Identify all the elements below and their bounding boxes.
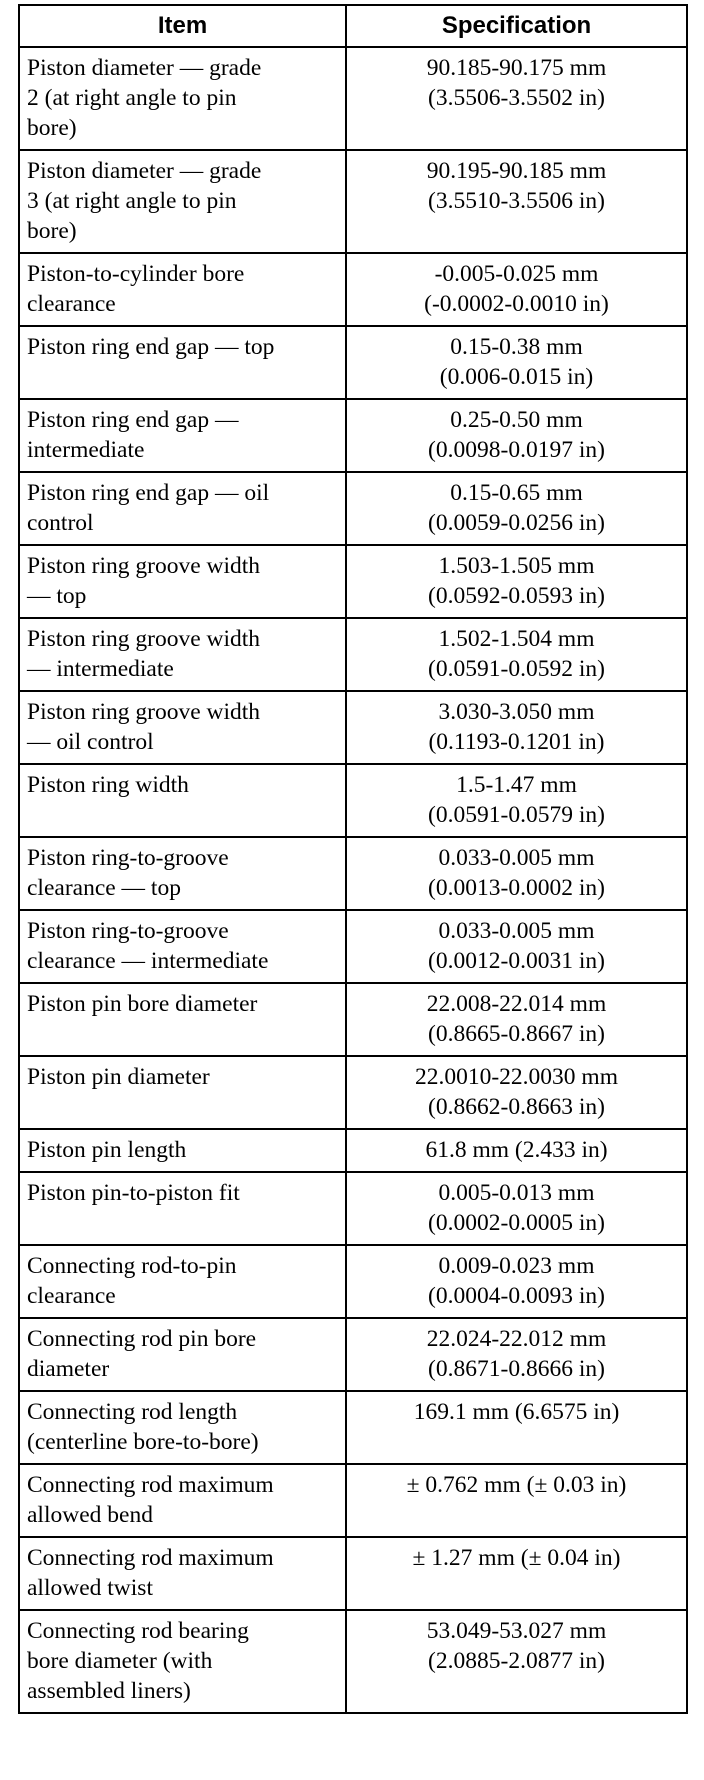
item-text: clearance — intermediate	[27, 948, 269, 974]
specification-cell	[346, 326, 687, 399]
item-cell	[19, 399, 346, 472]
specification-value: (0.0013-0.0002 in)	[428, 875, 605, 901]
table-row	[19, 618, 687, 691]
item-cell	[19, 983, 346, 1056]
specification-cell	[346, 983, 687, 1056]
specification-value: 22.008-22.014 mm	[426, 991, 607, 1017]
item-cell	[19, 691, 346, 764]
specification-value: 53.049-53.027 mm	[426, 1618, 607, 1644]
table-row	[19, 253, 687, 326]
item-text: Piston ring end gap —	[27, 407, 239, 433]
item-text: Piston-to-cylinder bore	[27, 261, 245, 287]
specification-cell	[346, 764, 687, 837]
item-cell	[19, 618, 346, 691]
item-text: bore)	[27, 115, 77, 141]
specification-value: 0.005-0.013 mm	[438, 1180, 595, 1206]
item-text: — top	[27, 583, 87, 609]
table-row	[19, 1537, 687, 1610]
specification-value: 0.15-0.65 mm	[450, 480, 583, 506]
table-row	[19, 47, 687, 150]
specification-value: 0.033-0.005 mm	[438, 845, 595, 871]
item-text: bore diameter (with	[27, 1648, 213, 1674]
item-text: control	[27, 510, 94, 536]
item-cell	[19, 1391, 346, 1464]
specification-cell	[346, 1391, 687, 1464]
item-cell	[19, 1129, 346, 1172]
table-row	[19, 150, 687, 253]
specification-value: (0.0591-0.0592 in)	[428, 656, 605, 682]
item-text: intermediate	[27, 437, 145, 463]
specification-value: 3.030-3.050 mm	[438, 699, 595, 725]
item-text: Piston ring groove width	[27, 553, 261, 579]
specification-cell	[346, 1129, 687, 1172]
item-text: bore)	[27, 218, 77, 244]
item-cell	[19, 837, 346, 910]
specification-value: (0.0592-0.0593 in)	[428, 583, 605, 609]
table-row	[19, 1056, 687, 1129]
item-cell	[19, 1610, 346, 1713]
item-text: clearance	[27, 291, 116, 317]
specification-value: 0.25-0.50 mm	[450, 407, 583, 433]
table-row	[19, 983, 687, 1056]
item-cell	[19, 1318, 346, 1391]
item-text: Piston ring groove width	[27, 699, 261, 725]
item-text: Piston ring end gap — top	[27, 334, 275, 360]
table-row	[19, 837, 687, 910]
specification-value: -0.005-0.025 mm	[434, 261, 599, 287]
specification-value: 90.195-90.185 mm	[426, 158, 607, 184]
specification-cell	[346, 1610, 687, 1713]
specification-value: (0.0591-0.0579 in)	[428, 802, 605, 828]
specification-value: (3.5510-3.5506 in)	[428, 188, 605, 214]
table-row	[19, 691, 687, 764]
specification-cell	[346, 545, 687, 618]
item-text: Piston pin bore diameter	[27, 991, 258, 1017]
table-row	[19, 764, 687, 837]
item-cell	[19, 326, 346, 399]
specification-cell	[346, 1172, 687, 1245]
item-text: Piston ring-to-groove	[27, 845, 229, 871]
table-row	[19, 472, 687, 545]
specification-value: 0.033-0.005 mm	[438, 918, 595, 944]
item-cell	[19, 764, 346, 837]
item-text: clearance	[27, 1283, 116, 1309]
table-row	[19, 1318, 687, 1391]
item-text: Connecting rod maximum	[27, 1545, 274, 1571]
specification-cell	[346, 472, 687, 545]
item-text: Connecting rod pin bore	[27, 1326, 257, 1352]
specification-value: (0.1193-0.1201 in)	[428, 729, 605, 755]
specification-value: (0.006-0.015 in)	[439, 364, 594, 390]
item-text: 3 (at right angle to pin	[27, 188, 237, 214]
item-cell	[19, 472, 346, 545]
specification-value: (0.0012-0.0031 in)	[428, 948, 605, 974]
specification-value: 22.0010-22.0030 mm	[414, 1064, 618, 1090]
specification-table	[18, 4, 688, 1714]
item-text: Connecting rod maximum	[27, 1472, 274, 1498]
specification-value: 1.502-1.504 mm	[438, 626, 595, 652]
item-cell	[19, 253, 346, 326]
item-cell	[19, 1537, 346, 1610]
item-text: diameter	[27, 1356, 110, 1382]
item-cell	[19, 47, 346, 150]
specification-cell	[346, 150, 687, 253]
specification-cell	[346, 837, 687, 910]
item-text: Piston ring end gap — oil	[27, 480, 270, 506]
specification-value: 0.009-0.023 mm	[438, 1253, 595, 1279]
table-row	[19, 326, 687, 399]
item-text: Connecting rod-to-pin	[27, 1253, 237, 1279]
specification-cell	[346, 47, 687, 150]
specification-cell	[346, 691, 687, 764]
specification-value: (0.8665-0.8667 in)	[428, 1021, 605, 1047]
table-row	[19, 1129, 687, 1172]
specification-value: 169.1 mm (6.6575 in)	[413, 1399, 620, 1425]
item-text: Piston pin diameter	[27, 1064, 210, 1090]
item-text: Piston diameter — grade	[27, 55, 262, 81]
item-text: allowed bend	[27, 1502, 153, 1528]
specification-cell	[346, 399, 687, 472]
specification-value: (0.0002-0.0005 in)	[428, 1210, 605, 1236]
specification-value: (0.8662-0.8663 in)	[428, 1094, 605, 1120]
specification-value: (0.0004-0.0093 in)	[428, 1283, 605, 1309]
table-row	[19, 1464, 687, 1537]
specification-value: (0.0098-0.0197 in)	[428, 437, 605, 463]
item-cell	[19, 1464, 346, 1537]
item-text: Piston diameter — grade	[27, 158, 262, 184]
item-text: assembled liners)	[27, 1678, 191, 1704]
specification-cell	[346, 253, 687, 326]
header-row	[19, 5, 687, 47]
item-text: Piston ring width	[27, 772, 189, 798]
column-header-item: Item	[19, 5, 346, 47]
table-row	[19, 1391, 687, 1464]
item-text: Piston pin length	[27, 1137, 187, 1163]
item-text: — oil control	[27, 729, 154, 755]
item-cell	[19, 1172, 346, 1245]
specification-value: 22.024-22.012 mm	[426, 1326, 607, 1352]
item-text: — intermediate	[27, 656, 174, 682]
item-text: allowed twist	[27, 1575, 153, 1601]
specification-value: 1.503-1.505 mm	[438, 553, 595, 579]
table-row	[19, 1610, 687, 1713]
table-row	[19, 910, 687, 983]
specification-cell	[346, 1464, 687, 1537]
specification-value: ± 0.762 mm (± 0.03 in)	[406, 1472, 627, 1498]
item-text: Piston ring groove width	[27, 626, 261, 652]
table-row	[19, 545, 687, 618]
specification-value: 1.5-1.47 mm	[456, 772, 577, 798]
specification-value: (3.5506-3.5502 in)	[428, 85, 605, 111]
table-row	[19, 1245, 687, 1318]
specification-cell	[346, 1537, 687, 1610]
item-text: Connecting rod bearing	[27, 1618, 249, 1644]
specification-value: (0.0059-0.0256 in)	[428, 510, 605, 536]
specification-cell	[346, 1245, 687, 1318]
table-body	[19, 47, 687, 1713]
item-text: 2 (at right angle to pin	[27, 85, 237, 111]
item-text: Connecting rod length	[27, 1399, 238, 1425]
item-cell	[19, 1056, 346, 1129]
specification-cell	[346, 618, 687, 691]
item-text: Piston ring-to-groove	[27, 918, 229, 944]
specification-value: ± 1.27 mm (± 0.04 in)	[412, 1545, 621, 1571]
table-row	[19, 1172, 687, 1245]
item-text: clearance — top	[27, 875, 181, 901]
specification-cell	[346, 910, 687, 983]
specification-cell	[346, 1056, 687, 1129]
specification-value: 61.8 mm (2.433 in)	[425, 1137, 608, 1163]
specification-value: (0.8671-0.8666 in)	[428, 1356, 605, 1382]
item-cell	[19, 1245, 346, 1318]
item-cell	[19, 150, 346, 253]
item-cell	[19, 910, 346, 983]
specification-value: (-0.0002-0.0010 in)	[424, 291, 609, 317]
item-text: (centerline bore-to-bore)	[27, 1429, 259, 1455]
specification-value: (2.0885-2.0877 in)	[428, 1648, 605, 1674]
column-header-specification: Specification	[346, 5, 687, 47]
specification-cell	[346, 1318, 687, 1391]
specification-value: 0.15-0.38 mm	[450, 334, 583, 360]
item-cell	[19, 545, 346, 618]
specification-value: 90.185-90.175 mm	[426, 55, 607, 81]
table-row	[19, 399, 687, 472]
item-text: Piston pin-to-piston fit	[27, 1180, 240, 1206]
